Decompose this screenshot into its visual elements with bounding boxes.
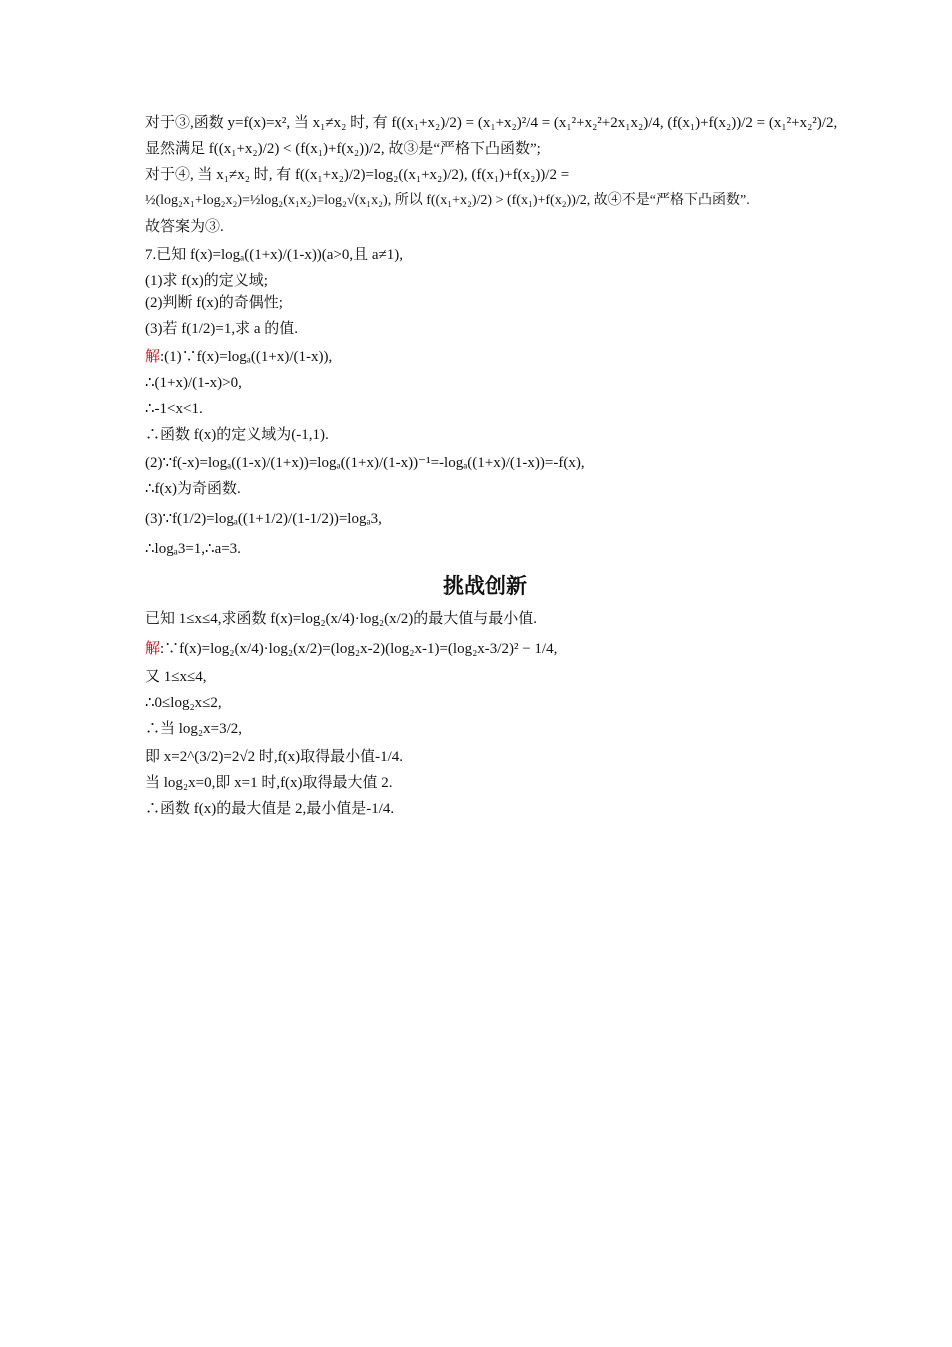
- question-7-stem: 7.已知 f(x)=logₐ((1+x)/(1-x))(a>0,且 a≠1),: [145, 247, 404, 263]
- question-7-part-3: (3)若 f(1/2)=1,求 a 的值.: [145, 321, 299, 337]
- question-7-part-1: (1)求 f(x)的定义域;: [145, 273, 268, 289]
- question-7-part-2: (2)判断 f(x)的奇偶性;: [145, 295, 283, 311]
- challenge-solution-line-3: ∴0≤log₂x≤2,: [145, 695, 222, 711]
- prev-line-3: 对于④, 当 x₁≠x₂ 时, 有 f((x₁+x₂)/2)=log₂((x₁+x₂)/2), (f(x₁)+f(x₂))/2 =: [145, 167, 570, 183]
- section-title: 挑战创新: [443, 574, 527, 598]
- solution-7-line-7: (3)∵f(1/2)=logₐ((1+1/2)/(1-1/2))=logₐ3,: [145, 511, 382, 527]
- challenge-solution-line-6: 当 log₂x=0,即 x=1 时,f(x)取得最大值 2.: [145, 775, 393, 791]
- challenge-solution-line-7: ∴函数 f(x)的最大值是 2,最小值是-1/4.: [145, 801, 395, 817]
- solution-7-line-1: [145, 346, 825, 368]
- challenge-solution-line-5: 即 x=2^(3/2)=2√2 时,f(x)取得最小值-1/4.: [145, 749, 403, 765]
- solution-7-line-3: ∴-1<x<1.: [145, 401, 203, 417]
- challenge-solution-line-1: [145, 638, 825, 660]
- solution-7-line-8: ∴logₐ3=1,∴a=3.: [145, 541, 241, 557]
- solution-7-line-5: (2)∵f(-x)=logₐ((1-x)/(1+x))=logₐ((1+x)/(1-x))⁻¹=-logₐ((1+x)/(1-x))=-f(x),: [145, 455, 585, 471]
- prev-line-1: 对于③,函数 y=f(x)=x², 当 x₁≠x₂ 时, 有 f((x₁+x₂)/2) = (x₁+x₂)²/4 = (x₁²+x₂²+2x₁x₂)/4, (f(x₁)+f(x₂))/2 = (x₁²+x₂²)/2,: [145, 115, 838, 131]
- solution-label: 解: [145, 349, 161, 365]
- challenge-solution-text-1: :∵f(x)=log₂(x/4)·log₂(x/2)=(log₂x-2)(log₂x-1)=(log₂x-3/2)² − 1/4,: [160, 641, 558, 657]
- challenge-solution-label: 解: [145, 641, 161, 657]
- prev-answer: 故答案为③.: [145, 219, 224, 235]
- document-page: [145, 112, 838, 820]
- solution-7-line-6: ∴f(x)为奇函数.: [145, 481, 241, 497]
- challenge-stem: 已知 1≤x≤4,求函数 f(x)=log₂(x/4)·log₂(x/2)的最大值与最小值.: [145, 611, 538, 627]
- challenge-solution-line-4: ∴当 log₂x=3/2,: [145, 721, 243, 737]
- prev-line-2: 显然满足 f((x₁+x₂)/2) < (f(x₁)+f(x₂))/2, 故③是“严格下凸函数”;: [145, 141, 541, 157]
- prev-line-4: ½(log₂x₁+log₂x₂)=½log₂(x₁x₂)=log₂√(x₁x₂), 所以 f((x₁+x₂)/2) > (f(x₁)+f(x₂))/2, 故④不是“严格下凸函数”.: [145, 193, 750, 208]
- challenge-solution-line-2: 又 1≤x≤4,: [145, 669, 207, 685]
- solution-7-line-2: ∴(1+x)/(1-x)>0,: [145, 375, 242, 391]
- solution-7-text-1: :(1)∵f(x)=logₐ((1+x)/(1-x)),: [160, 349, 333, 365]
- solution-7-line-4: ∴函数 f(x)的定义域为(-1,1).: [145, 427, 329, 443]
